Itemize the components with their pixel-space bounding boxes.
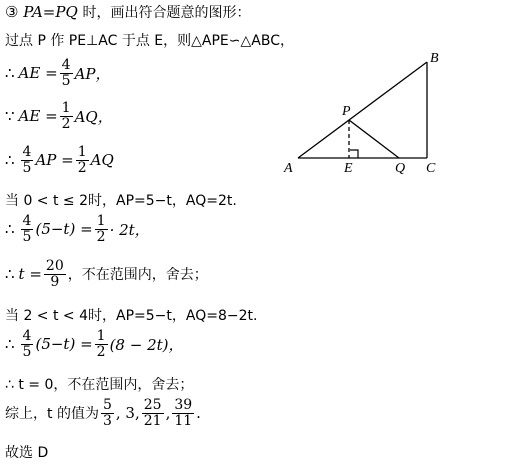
denominator: 2 <box>61 115 71 132</box>
middle: (5−t) = <box>35 220 93 239</box>
lhs: AE = <box>18 64 58 83</box>
numerator: 4 <box>22 213 32 229</box>
label-P: P <box>342 104 351 119</box>
rhs: ，不在范围内，舍去； <box>67 267 208 284</box>
therefore-sign: ∴ <box>5 265 15 284</box>
rhs: (8 − 2t)， <box>109 335 184 354</box>
label-E: E <box>344 161 353 176</box>
summary-end: . <box>196 404 201 423</box>
label-A: A <box>284 161 293 176</box>
denominator: 2 <box>77 159 87 176</box>
denominator: 9 <box>50 273 60 290</box>
denominator: 11 <box>174 412 193 429</box>
summary-mid: , 3, <box>115 404 140 423</box>
line-12: 综上，t 的值为 $\frac{5}{3}$ , 3, $\frac{25}{21}$ , $\frac{39}{11}$ . <box>5 397 201 429</box>
line-6-text: 当 0 < t ≤ 2时，AP=5−t，AQ=2t. <box>5 193 237 209</box>
rhs: AQ <box>90 151 114 170</box>
summary-prefix: 综上，t 的值为 <box>5 406 99 423</box>
denominator: 5 <box>22 228 32 245</box>
line-11-text: ∴ t = 0，不在范围内，舍去； <box>5 377 194 393</box>
numerator: 4 <box>22 328 32 344</box>
numerator: 1 <box>61 100 71 116</box>
denominator: 5 <box>61 72 71 89</box>
middle: AP = <box>35 151 74 170</box>
numerator: 5 <box>102 397 112 413</box>
rhs: AP， <box>74 64 111 83</box>
rhs: · 2t， <box>109 220 150 239</box>
numerator: 20 <box>45 258 64 274</box>
denominator: 21 <box>143 412 162 429</box>
rhs: AQ， <box>74 107 113 126</box>
because-sign: ∵ <box>5 107 15 126</box>
denominator: 3 <box>102 412 112 429</box>
numerator: 1 <box>77 144 87 160</box>
label-B: B <box>430 51 439 66</box>
conclusion: 故选 D <box>5 445 49 461</box>
numerator: 4 <box>61 57 71 73</box>
middle: (5−t) = <box>35 335 93 354</box>
therefore-sign: ∴ <box>5 151 15 170</box>
denominator: 5 <box>22 159 32 176</box>
circled-number: ③ <box>5 3 19 21</box>
line-2-text: 过点 P 作 PE⊥AC 于点 E，则△APE∽△ABC， <box>5 33 294 49</box>
segment-PQ <box>349 120 399 158</box>
line-1-text: 时，画出符合题意的图形： <box>82 5 251 21</box>
label-C: C <box>426 161 436 176</box>
lhs: AE = <box>18 107 58 126</box>
denominator: 5 <box>22 343 32 360</box>
numerator: 1 <box>96 213 106 229</box>
therefore-sign: ∴ <box>5 335 15 354</box>
right-angle-mark <box>350 150 358 158</box>
lhs: t = <box>18 265 42 284</box>
numerator: 25 <box>143 397 162 413</box>
numerator: 1 <box>96 328 106 344</box>
denominator: 2 <box>96 228 106 245</box>
numerator: 39 <box>174 397 193 413</box>
label-Q: Q <box>395 161 406 176</box>
segment-AB <box>298 62 427 158</box>
therefore-sign: ∴ <box>5 64 15 83</box>
condition: PA=PQ <box>23 3 78 21</box>
numerator: 4 <box>22 144 32 160</box>
line-9-text: 当 2 < t < 4时，AP=5−t，AQ=8−2t. <box>5 308 258 324</box>
denominator: 2 <box>96 343 106 360</box>
therefore-sign: ∴ <box>5 220 15 239</box>
